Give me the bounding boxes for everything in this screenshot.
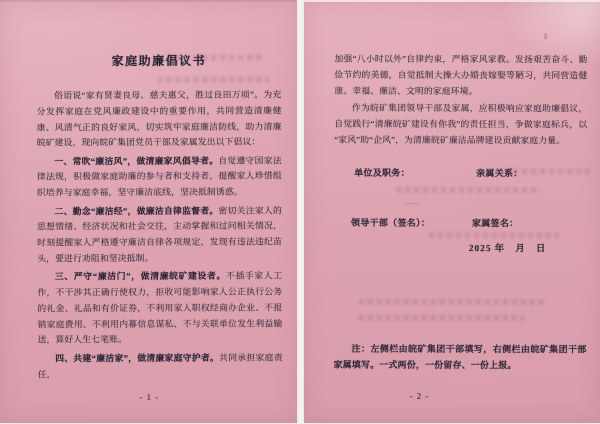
document-title: 家庭助廉倡议书 [111,53,207,69]
ghost-text-line [359,315,525,322]
scan-speck [545,33,547,39]
page-1-content [0,0,298,424]
section-1-lead: 一、常吹“廉洁风”，做清廉家风倡导者。 [54,155,219,167]
section-2-lead: 二、勤念“廉洁经”，做廉洁自律监督者。 [54,205,219,216]
closing-paragraph: 作为皖矿集团领导干部及家属，应积极响应家庭助廉倡议，自觉践行“清廉皖矿建设有你我”的责任担当，争做家庭标兵，以“家风”助“企风”，为清廉皖矿廉洁品牌建设贡献家庭力量。 [334,102,588,145]
section-paragraph-2 [37,203,282,267]
ghost-text-line [504,168,590,174]
scan-speck [562,108,564,111]
form-label-relation: 亲属关系： [476,168,523,179]
section-paragraph-3 [37,269,282,349]
date-line: 2025 年 月 日 [468,244,547,255]
ghost-text-line [166,55,262,61]
section-4-lead: 四、共建“廉洁家”，做清廉家庭守护者。 [55,352,220,364]
ghost-text-line [157,76,269,82]
page-2-content [303,0,600,423]
section-4-body: 共同承担家庭责任， [37,352,283,380]
page-number-1: - 1 - [139,391,160,403]
form-label-family-signature: 家属签名： [471,218,519,229]
page-2 [304,0,600,423]
ghost-text-line [429,232,559,238]
form-label-leader-signature: 领导干部（签名）： [350,217,431,228]
pen-squiggle-mark [403,203,420,210]
section-paragraph-1 [37,153,282,201]
section-2-body: 密切关注家人的思想情绪、经济状况和社会交往，主动掌握和过问相关情况，时刻提醒家人严格遵守廉洁自律各项规定，发现有违法违纪苗头，要进行劝阻和坚决抵制。 [37,204,283,264]
section-1-body: 自觉遵守国家法律法规，积极做家庭助廉的参与者和支持者，提醒家人珍惜组织培养与家庭幸福，坚守廉洁底线，坚决抵制诱惑。 [36,155,282,198]
ghost-text-line [359,299,545,306]
section-3-body: 不插手家人工作，不干涉其正确行使权力，拒收可能影响家人公正执行公务的礼金、礼品和有价证券，不利用家人职权经商办企业、不报销家庭费用、不利用内幕信息谋私、不与关联单位发生利益输送，算好人生七笔账。 [37,270,283,345]
continuation-paragraph: 加强“八小时以外”自律约束，严格家风家教。发扬艰苦奋斗、勤俭节约的美德，自觉抵制大操大办婚丧嫁娶等陋习，共同营造健康、幸福、廉洁、文明的家庭环境。 [334,53,588,96]
section-paragraph-4 [38,350,283,383]
intro-paragraph: 俗语说“家有贤妻良母、慈夫惠父，胜过良田万顷”。为充分发挥家庭在党风廉政建设中的重要作用，共同营造清廉健康、风清气正的良好家风，切实筑牢家庭廉洁防线，助力清廉皖矿建设，现向皖矿集团党员干部及家属发出以下倡议： [36,89,282,148]
section-3-lead: 三、严守“廉洁门”，做清廉皖矿建设者。 [54,270,227,282]
page-1-body [36,87,282,385]
form-label-unit: 单位及职务： [354,167,410,178]
note-paragraph: 注：左侧栏由皖矿集团干部填写，右侧栏由皖矿集团干部家属填写。一式两份，一份留存、一份上报。 [333,343,587,371]
page-1 [0,0,297,423]
page-number-2: - 2 - [409,390,430,401]
ghost-text-line [396,187,540,193]
